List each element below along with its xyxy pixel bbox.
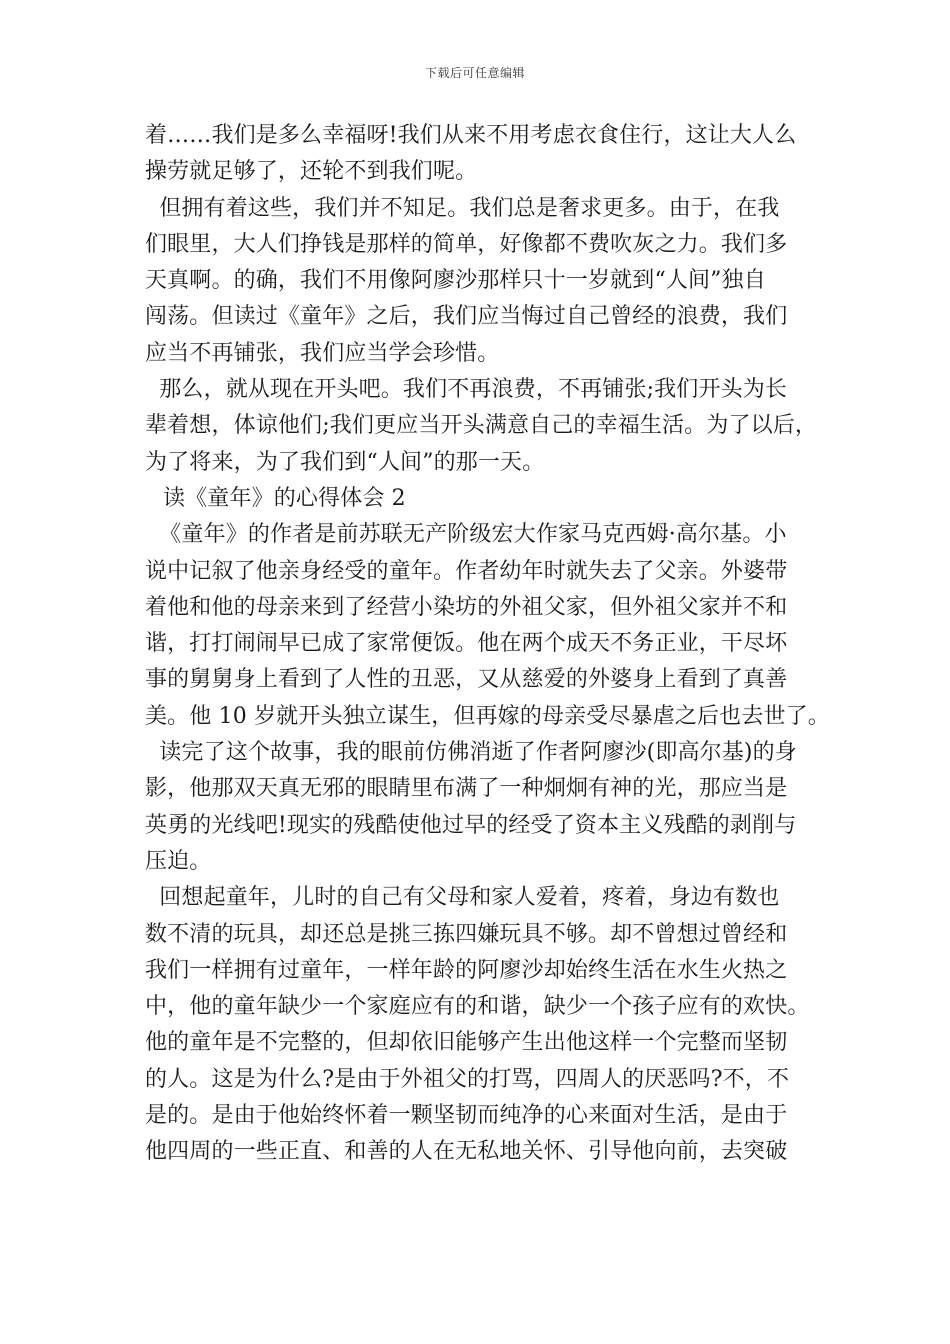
text-line: 说中记叙了他亲身经受的童年。作者幼年时就失去了父亲。外婆带 (145, 558, 788, 584)
text-line: 影，他那双天真无邪的眼睛里布满了一种炯炯有神的光，那应当是 (145, 776, 788, 802)
text-line: 读完了这个故事，我的眼前仿佛消逝了作者阿廖沙(即高尔基)的身 (145, 740, 797, 766)
text-line: 但拥有着这些，我们并不知足。我们总是奢求更多。由于，在我 (145, 195, 780, 221)
section-heading: 读《童年》的心得体会 2 (163, 485, 406, 511)
text-line: 我们一样拥有过童年，一样年龄的阿廖沙却始终生活在水生火热之 (145, 957, 788, 983)
text-line: 美。他 10 岁就开头独立谋生，但再嫁的母亲受尽暴虐之后也去世了。 (145, 703, 830, 729)
text-line: 事的舅舅身上看到了人性的丑恶，又从慈爱的外婆身上看到了真善 (145, 667, 788, 693)
text-line: 《童年》的作者是前苏联无产阶级宏大作家马克西姆·高尔基。小 (145, 522, 787, 548)
text-line: 是的。是由于他始终怀着一颗坚韧而纯净的心来面对生活，是由于 (145, 1103, 788, 1129)
text-line: 们眼里，大人们挣钱是那样的简单，好像都不费吹灰之力。我们多 (145, 231, 788, 257)
text-line: 压迫。 (145, 848, 212, 874)
text-line: 着……我们是多么幸福呀!我们从来不用考虑衣食住行，这让大人么 (145, 123, 797, 148)
text-line: 的人。这是为什么?是由于外祖父的打骂，四周人的厌恶吗?不，不 (145, 1066, 790, 1092)
text-line: 他四周的一些正直、和善的人在无私地关怀、引导他向前，去突破 (145, 1139, 788, 1165)
text-line: 数不清的玩具，却还总是挑三拣四嫌玩具不够。却不曾想过曾经和 (145, 921, 788, 947)
text-line: 天真啊。的确，我们不用像阿廖沙那样只十一岁就到“人间”独自 (145, 268, 766, 294)
text-line: 英勇的光线吧!现实的残酷使他过早的经受了资本主义残酷的剥削与 (145, 812, 797, 838)
text-line: 那么，就从现在开头吧。我们不再浪费，不再铺张;我们开头为长 (145, 377, 788, 403)
text-line: 闯荡。但读过《童年》之后，我们应当悔过自己曾经的浪费，我们 (145, 304, 788, 330)
text-line: 中，他的童年缺少一个家庭应有的和谐，缺少一个孩子应有的欢快。 (145, 994, 810, 1020)
text-line: 他的童年是不完整的，但却依旧能够产生出他这样一个完整而坚韧 (145, 1030, 788, 1056)
text-line: 为了将来，为了我们到“人间”的那一天。 (145, 449, 545, 475)
document-body (145, 118, 830, 1171)
text-line: 操劳就足够了，还轮不到我们呢。 (145, 159, 478, 185)
text-line: 辈着想，体谅他们;我们更应当开头满意自己的幸福生活。为了以后， (145, 413, 818, 439)
text-line: 应当不再铺张，我们应当学会珍惜。 (145, 340, 500, 366)
text-line: 回想起童年，儿时的自己有父母和家人爱着，疼着，身边有数也 (145, 885, 780, 911)
page-header: 下载后可任意编辑 (424, 66, 525, 80)
text-line: 谐，打打闹闹早已成了家常便饭。他在两个成天不务正业，干尽坏 (145, 631, 788, 657)
text-line: 着他和他的母亲来到了经营小染坊的外祖父家，但外祖父家并不和 (145, 594, 788, 620)
